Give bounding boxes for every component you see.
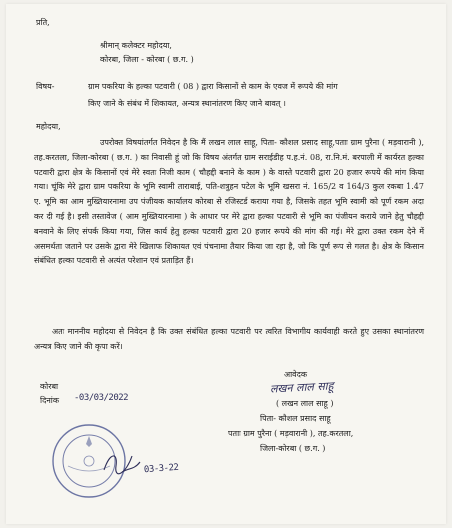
body-paragraph: उपरोक्त विषयांतर्गत निवेदन है कि मैं लखन लाल साहू, पिता- कौशल प्रसाद साहू,पताः ग्राम पुरैना ( मड़वारानी ), तह.करतला, जिला-कोरबा ( छ.ग. ) का निवासी हूं जो कि विषय अंतर्गत ग्राम सराईडीह प.ह.नं. 08, रा.नि.मं. बरपाली में कार्यरत हल्का पटवारी द्वारा क्षेत्र के किसानों एवं मेरे स्वतः निजी काम ( चौहद्दी बनाने के काम ) के वास्ते पटवारी द्वारा 20 हजार रूपये की मांग किया गया। चूंकि मेरे द्वारा ग्राम पकरिया के भूमि स्वामी ताराबाई, पति-शत्रुहन पटेल के भूमि खसरा नं. 165/2 व 164/3 कुल रकबा 1.47 ए. भूमि का आम मुख्तियारनामा उप पंजीयक कार्यालय कोरबा से रजिस्टर्ड कराया गया है, जिसके तहत भूमि स्वामी को पूर्ण रकम अदा कर दी गई है। इसी तस्तावेज ( आम मुख्तियारनामा ) के आधार पर मेरे द्वारा हल्का पटवारी से भूमि का पंजीयन कराये जाने हेतु चौहद्दी बनवाने के लिए संपर्क किया गया, जिस कार्य हेतु हल्का पटवारी द्वारा 20 हजार रूपये की मांग की गई। मेरे द्वारा उक्त रकम देने में असमर्थता जताने पर उसके द्वारा मेरे खिलाफ शिकायत एवं पंचनामा तैयार किया जा रहा है, जो कि पूर्ण रूप से गलत है। क्षेत्र के किसान संबंधित हल्का पटवारी से अत्यंत परेशान एवं प्रताड़ित हैं। xyxy=(34,138,424,266)
salutation: महोदया, xyxy=(36,122,61,131)
applicant-name: ( लखन लाल साहू ) xyxy=(276,399,334,408)
applicant-label: आवेदक xyxy=(284,370,308,379)
applicant-address-1: पताः ग्राम पुरैना ( मड़वारानी ), तह.करतला, xyxy=(228,429,354,438)
subject-line-2: किए जाने के संबंध में शिकायत, अन्यत्र स्थानांतरण किए जाने बावत् । xyxy=(88,99,286,108)
date-label: दिनांक xyxy=(40,396,59,405)
subject-line-1: ग्राम पकरिया के हल्का पटवारी ( 08 ) द्वारा किसानों से काम के एवज में रूपये की मांग xyxy=(88,82,338,91)
applicant-signature: लखन लाल साहू xyxy=(269,379,334,396)
place-label: कोरबा xyxy=(40,382,59,391)
closing-paragraph: अतः माननीय महोदया से निवेदन है कि उक्त संबंधित हल्का पटवारी पर त्वरित विभागीय कार्यवाही करते हुए उसका स्थानांतरण अन्यत्र किए जाने की कृपा करें। xyxy=(34,327,424,351)
letter-page xyxy=(6,4,446,524)
applicant-address-2: जिला-कोरबा ( छ.ग. ) xyxy=(260,444,326,453)
subject-label: विषय- xyxy=(36,82,55,91)
office-line: कोरबा, जिला - कोरबा ( छ.ग. ) xyxy=(100,55,194,64)
stamp-date: 03-3-22 xyxy=(143,462,179,476)
stamp-initials-scribble xyxy=(102,448,142,478)
applicant-father: पिता- कौशल प्रसाद साहू xyxy=(260,414,331,423)
addressee-line: श्रीमान् कलेक्टर महोदया, xyxy=(100,41,172,50)
prati-label: प्रति, xyxy=(36,18,50,27)
handwritten-date: -03/03/2022 xyxy=(74,393,129,403)
